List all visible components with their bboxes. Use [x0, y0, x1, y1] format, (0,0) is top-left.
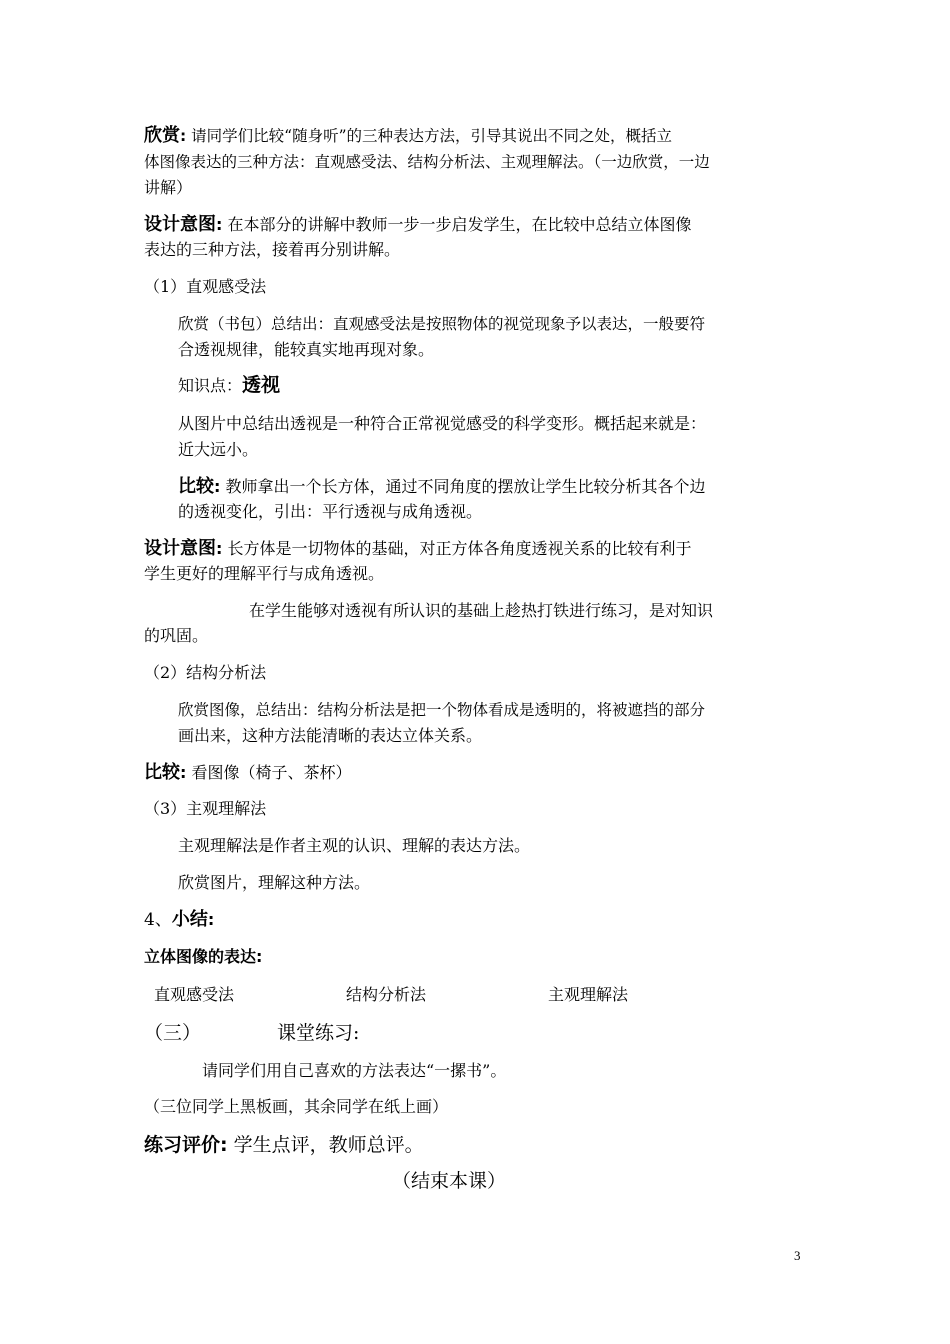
p3-line2: 的透视变化，引出：平行透视与成角透视。 [178, 502, 483, 521]
s4-heading: 4、小结: [144, 909, 215, 930]
eval-line: 练习评价: 学生点评，教师总评。 [144, 1134, 424, 1156]
end-note: （结束本课） [392, 1170, 507, 1192]
s3-heading: （3）主观理解法 [144, 799, 267, 818]
s2-heading: （2）结构分析法 [144, 663, 267, 682]
s5-line1: 请同学们用自己喜欢的方法表达“一摞书”。 [202, 1061, 507, 1080]
p1-line3: 讲解） [144, 178, 193, 197]
s3-line1: 主观理解法是作者主观的认识、理解的表达方法。 [178, 836, 531, 855]
label-compare: 比较 [178, 476, 214, 497]
p2-line1: 设计意图: 在本部分的讲解中教师一步一步启发学生，在比较中总结立体图像 [144, 214, 692, 235]
s5-heading: 课堂练习: [277, 1022, 360, 1044]
s1-knowledge-point: 知识点：透视 [178, 374, 281, 396]
s2-line1: 欣赏图像，总结出：结构分析法是把一个物体看成是透明的，将被遮挡的部分 [178, 701, 706, 719]
s3-line2: 欣赏图片，理解这种方法。 [178, 873, 371, 892]
p4-line2: 学生更好的理解平行与成角透视。 [144, 564, 385, 583]
s1-line1: 欣赏（书包）总结出：直观感受法是按照物体的视觉现象予以表达，一般要符 [178, 315, 706, 333]
p4-line4: 的巩固。 [144, 626, 209, 645]
s2-line2: 画出来，这种方法能清晰的表达立体关系。 [178, 726, 483, 745]
summary-title: 立体图像的表达: [144, 947, 263, 966]
p2-line2: 表达的三种方法，接着再分别讲解。 [144, 240, 401, 259]
p1-line2: 体图像表达的三种方法：直观感受法、结构分析法、主观理解法。（一边欣赏，一边 [144, 153, 710, 171]
s1-heading: （1）直观感受法 [144, 277, 267, 296]
p4-line1: 设计意图: 长方体是一切物体的基础，对正方体各角度透视关系的比较有利于 [144, 538, 692, 559]
label-design-intent: 设计意图 [144, 214, 216, 235]
summary-method-1: 直观感受法 [154, 985, 235, 1004]
s5-num: （三） [144, 1022, 202, 1044]
s1-line2: 合透视规律，能较真实地再现对象。 [178, 340, 435, 359]
label-compare-2: 比较 [144, 762, 180, 783]
p5-line: 比较: 看图像（椅子、茶杯） [144, 762, 352, 783]
s5-line2: （三位同学上黑板画，其余同学在纸上画） [144, 1097, 449, 1116]
page-number: 3 [794, 1248, 801, 1263]
s1-line3: 从图片中总结出透视是一种符合正常视觉感受的科学变形。概括起来就是： [178, 414, 707, 433]
summary-method-3: 主观理解法 [548, 985, 629, 1004]
summary-method-2: 结构分析法 [346, 985, 427, 1004]
s1-line4: 近大远小。 [178, 440, 259, 459]
p3-line1: 比较: 教师拿出一个长方体，通过不同角度的摆放让学生比较分析其各个边 [178, 476, 706, 497]
label-evaluation: 练习评价 [144, 1134, 221, 1156]
label-appreciate: 欣赏 [144, 125, 180, 146]
label-design-intent-2: 设计意图 [144, 538, 216, 559]
p1-line1: 欣赏: 请同学们比较“随身听”的三种表达方法，引导其说出不同之处，概括立 [144, 125, 672, 146]
p4-line3: 在学生能够对透视有所认识的基础上趁热打铁进行练习，是对知识 [249, 601, 714, 620]
kp-term: 透视 [242, 374, 281, 396]
